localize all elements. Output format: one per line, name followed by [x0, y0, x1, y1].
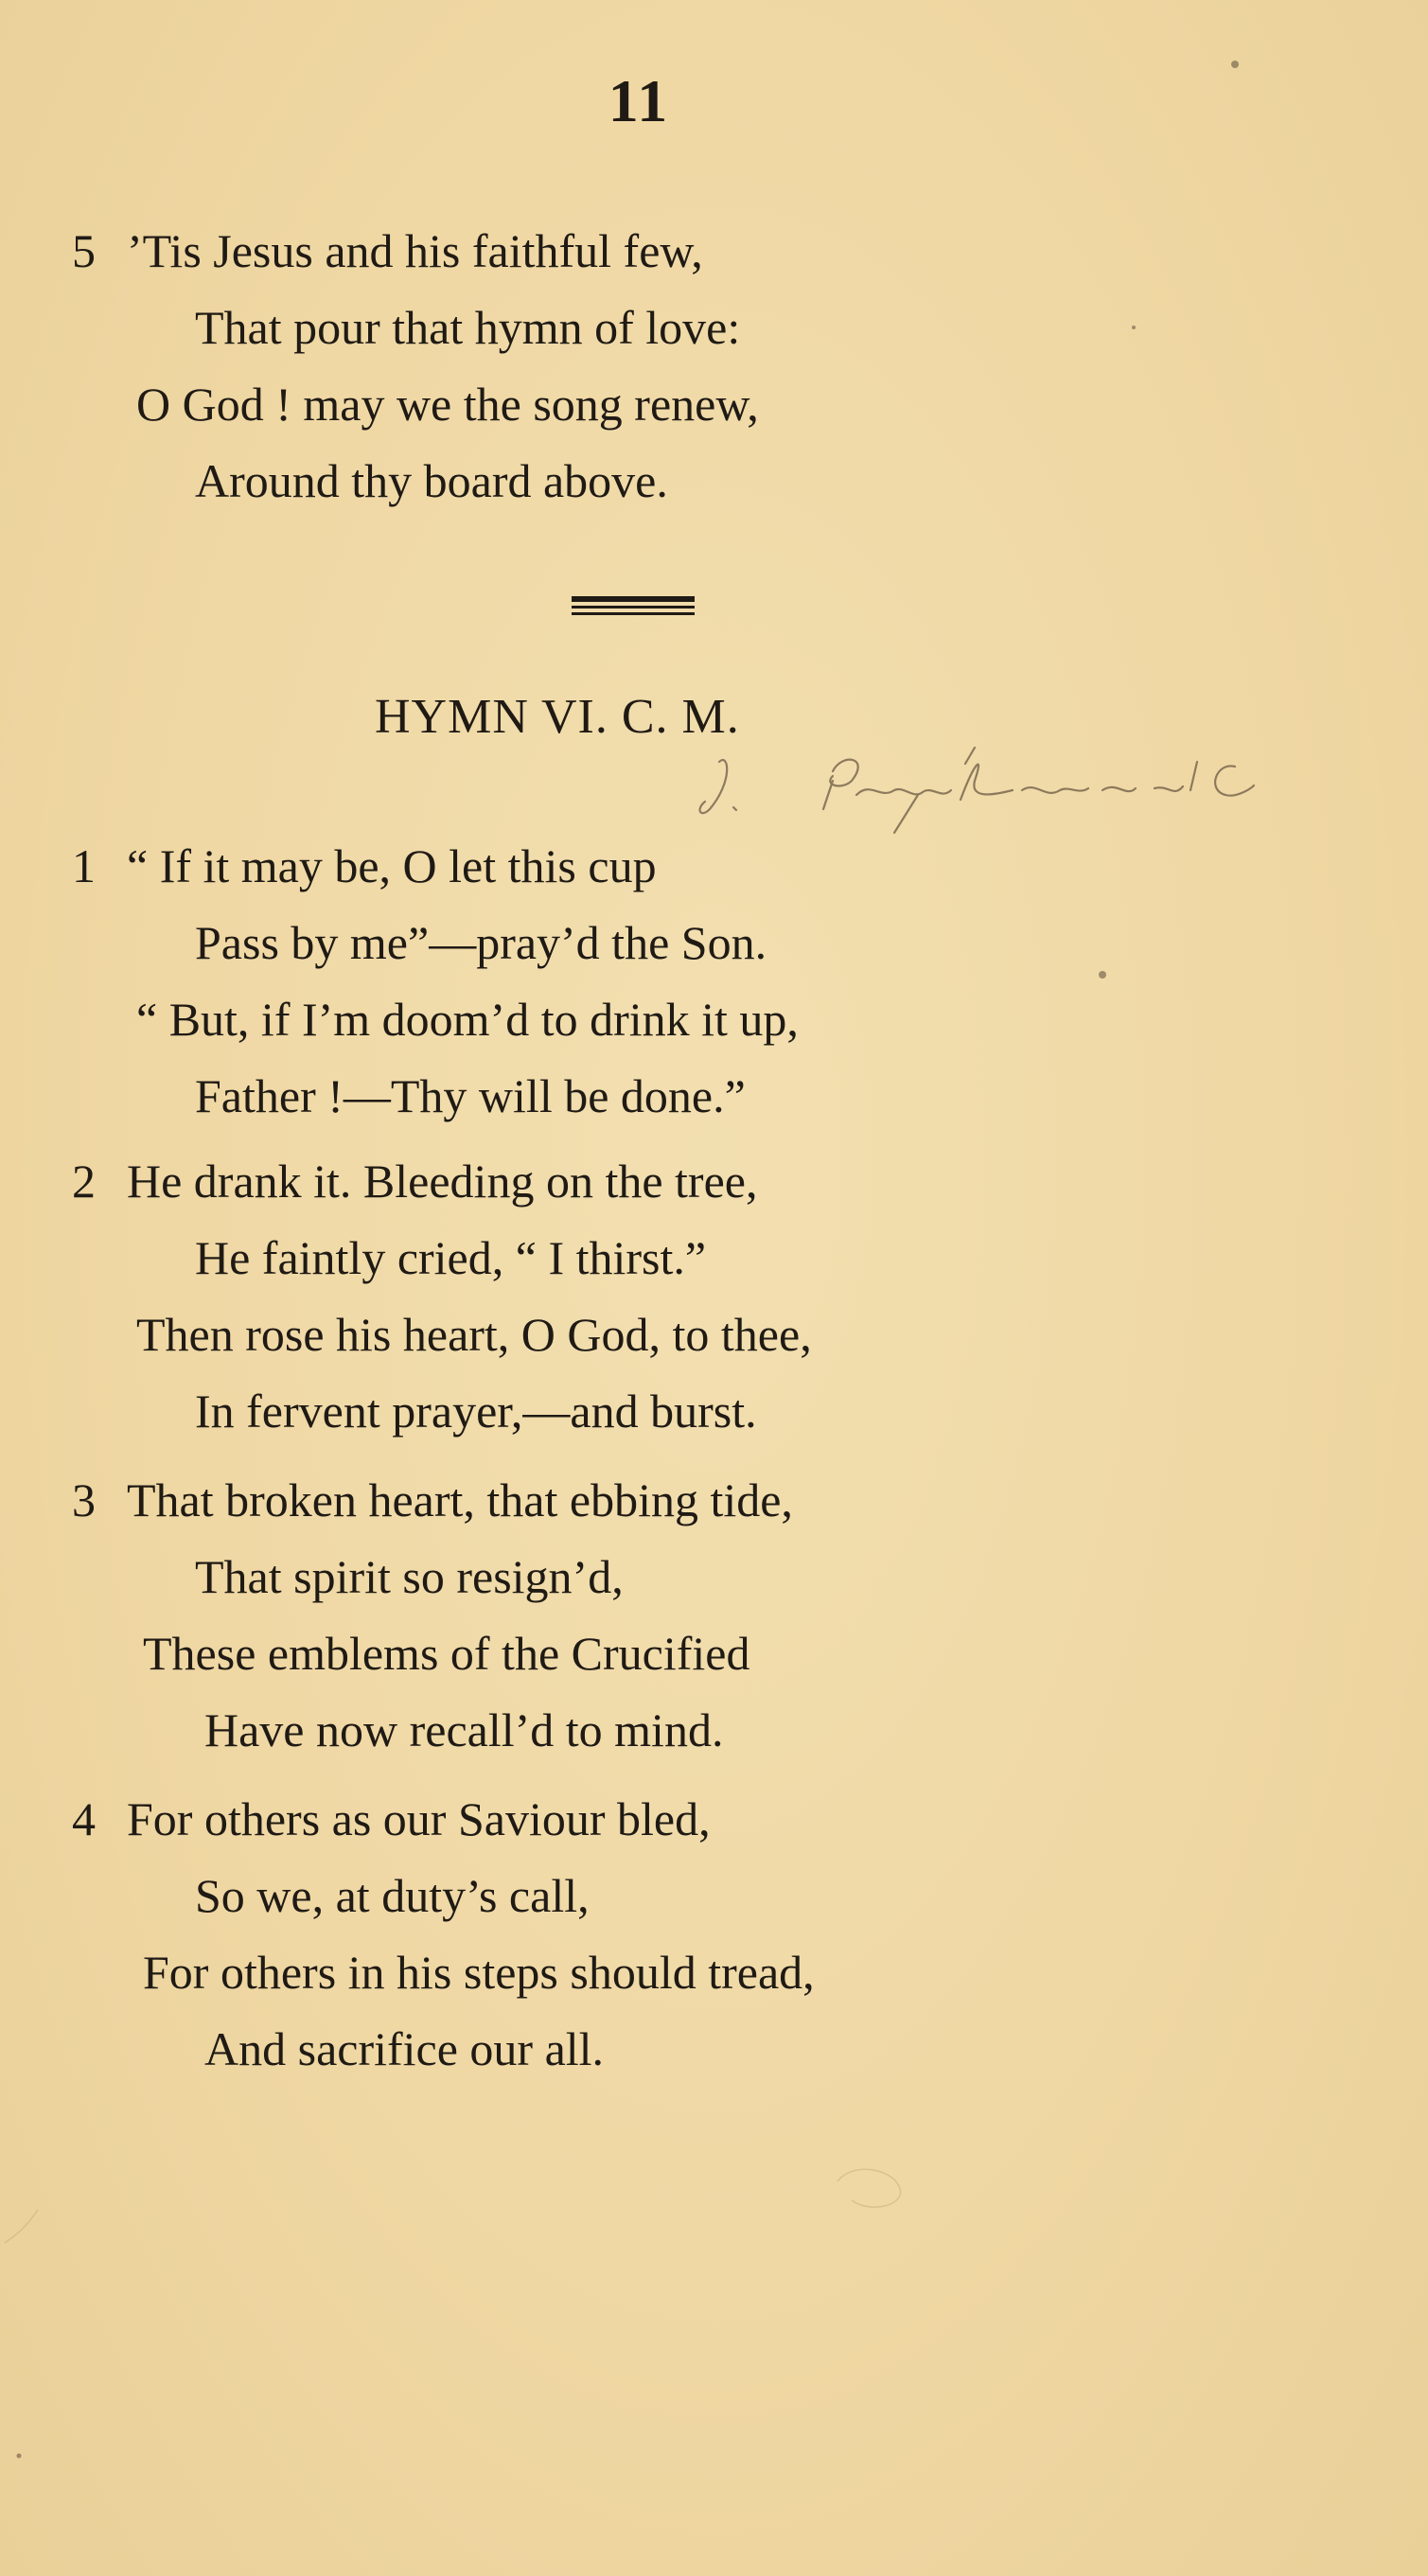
stanza-line: For others in his steps should tread,	[143, 1946, 815, 1999]
stanza-line-text: That broken heart, that ebbing tide,	[127, 1473, 793, 1526]
stanza-line: That pour that hymn of love:	[195, 301, 741, 354]
stanza-number: 1	[72, 839, 96, 892]
stanza-1	[72, 828, 799, 1135]
stanza-number: 4	[72, 1792, 96, 1845]
stanza-line	[72, 213, 759, 290]
stanza-line-text: “ If it may be, O let this cup	[127, 839, 657, 892]
stanza-line: “ But, if I’m doom’d to drink it up,	[136, 993, 799, 1046]
stanza-number: 5	[72, 224, 96, 277]
stanza-5	[72, 213, 759, 520]
stanza-line: So we, at duty’s call,	[195, 1869, 590, 1922]
stanza-line-text: He drank it. Bleeding on the tree,	[127, 1155, 758, 1208]
stanza-line: These emblems of the Crucified	[143, 1627, 750, 1680]
stanza-line-text: For others as our Saviour bled,	[127, 1792, 711, 1845]
stanza-line: Pass by me”—pray’d the Son.	[195, 916, 767, 969]
stanza-line: Then rose his heart, O God, to thee,	[136, 1308, 812, 1361]
stanza-line: Around thy board above.	[195, 454, 668, 507]
stanza-line: O God ! may we the song renew,	[136, 378, 759, 431]
stanza-4	[72, 1781, 815, 2088]
stanza-line: Have now recall’d to mind.	[204, 1703, 724, 1756]
stanza-line	[72, 1143, 812, 1220]
stanza-line: Father !—Thy will be done.”	[195, 1069, 746, 1122]
stanza-line-text: ’Tis Jesus and his faithful few,	[127, 224, 703, 277]
handwritten-signature	[691, 743, 1259, 838]
stanza-3	[72, 1462, 793, 1769]
stanza-2	[72, 1143, 812, 1450]
stanza-line: And sacrifice our all.	[204, 2022, 605, 2075]
stanza-number: 3	[72, 1473, 96, 1526]
stanza-line: In fervent prayer,—and burst.	[195, 1385, 757, 1438]
stanza-line	[72, 1781, 815, 1858]
stanza-line: He faintly cried, “ I thirst.”	[195, 1231, 707, 1284]
stanza-line	[72, 828, 799, 905]
stanza-line	[72, 1462, 793, 1539]
page-number: 11	[608, 67, 670, 134]
hymn-title: HYMN VI. C. M.	[375, 690, 740, 744]
stanza-line: That spirit so resign’d,	[195, 1550, 624, 1603]
stanza-number: 2	[72, 1155, 96, 1208]
section-divider	[572, 596, 695, 619]
